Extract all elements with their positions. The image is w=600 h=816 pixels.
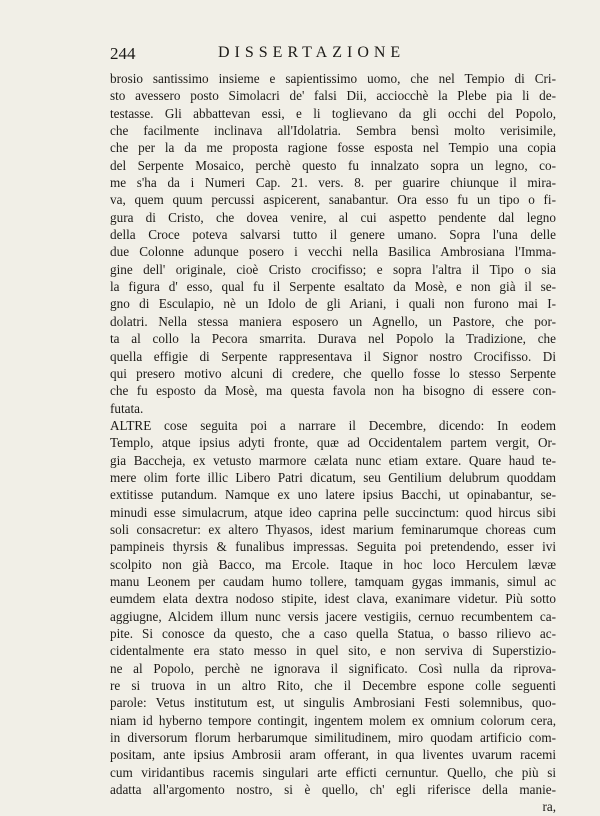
text-line: brosio santissimo insieme e sapientissimo uomo, che nel Tempio di Cri- (110, 71, 556, 86)
text-line: eumdem elata dextra nodoso stipite, idest clava, exanimare videtur. Più sotto (110, 591, 556, 607)
text-line: della Croce poteva salvarsi tutto il genere umano. Sopra l'una delle (110, 227, 556, 243)
page-number: 244 (110, 44, 136, 63)
running-title: DISSERTAZIONE (218, 44, 406, 61)
text-line: che facilmente inclinava all'Idolatria. Sembra bensì molto verisimile, (110, 123, 556, 139)
text-line: gia Baccheja, ex vetusto marmore cælata nunc etiam extare. Quare haud te- (110, 452, 556, 468)
text-line: scolpito non già Bacco, ma Ercole. Itaque in hoc loco Herculem lævæ (110, 556, 556, 572)
page-header (110, 44, 560, 68)
text-line: cum viridantibus racemis singulari arte efficti cernuntur. Quello, che più si (110, 764, 556, 780)
text-line: niam id hyberno tempore contingit, ingentem molem ex omnium colorum cera, (110, 712, 556, 728)
text-line: gura di Cristo, che dovea venire, al cui aspetto pendente dal legno (110, 209, 556, 225)
text-line: ALTRE cose seguita poi a narrare il Decembre, dicendo: In eodem (110, 417, 556, 433)
text-line: parole: Vetus institutum est, ut singulis Ambrosiani Festi solemnibus, quo- (110, 695, 556, 711)
text-line: testasse. Gli abbattevan essi, e li toglievano da gli occhi del Popolo, (110, 105, 556, 121)
text-line: gno di Esculapio, nè un Idolo de gli Ariani, i quali non furono mai I- (110, 296, 556, 312)
text-line: in diversorum florum herbarumque similitudinem, miro quodam artificio com- (110, 730, 556, 746)
text-line: che per la da me proposta ragione fosse esposta nel Tempio una copia (110, 140, 556, 156)
text-line: mere olim forte illic Libero Patri dicatum, seu Gentilium delubrum quoddam (110, 469, 556, 485)
text-line: qui presero motivo alcuni di credere, che quello fosse lo stesso Serpente (110, 365, 556, 381)
text-line: sto avessero posto Simolacri de' falsi Dii, acciocchè la Plebe pia li de- (110, 88, 556, 104)
text-line: del Serpente Mosaico, perchè questo fu innalzato sopra un legno, co- (110, 157, 556, 173)
text-line: adatta all'argomento nostro, si è quello, ch' egli riferisce della manie- (110, 782, 556, 798)
text-line: aggiugne, Alcidem illum nunc versis jacere vestigiis, cernuo recumbentem ca- (110, 608, 556, 624)
text-line: positam, ante ipsius Ambrosii aram offerant, in qua liventes uvarum racemi (110, 747, 556, 763)
text-line: ta al collo la Pecora smarrita. Durava nel Popolo la Tradizione, che (110, 331, 556, 347)
text-line: extitisse putandum. Namque ex uno latere ipsius Bacchi, ut opinabantur, se- (110, 487, 556, 503)
text-line: che fu esposto da Mosè, ma questa favola non ha bisogno di essere con- (110, 383, 556, 399)
text-line: la figura d' esso, qual fu il Serpente esaltato da Mosè, e non già il se- (110, 279, 556, 295)
text-line: due Colonne adunque posero i vecchi nella Basilica Ambrosiana l'Imma- (110, 244, 556, 260)
text-line: minudi esse simulacrum, atque ideo caprina pelle succinctum: quod hircus sibi (110, 504, 556, 520)
text-line: gine dell' originale, cioè Cristo crocifisso; e sopra l'altra il Tipo o sia (110, 261, 556, 277)
text-line: pite. Si conosce da questo, che a caso quella Statua, o basso rilievo ac- (110, 626, 556, 641)
text-line: ne al Popolo, perchè ne ignorava il significato. Così nulla da riprova- (110, 660, 556, 676)
text-line: me s'ha da i Numeri Cap. 21. vers. 8. per guarire chiunque il mira- (110, 175, 556, 191)
text-line: manu Leonem per caudam humo tollere, tamquam gygas immanis, simul ac (110, 573, 556, 589)
catchword: ra, (542, 799, 556, 815)
text-line: dolatri. Nella stessa maniera esposero un Agnello, un Pastore, che por- (110, 313, 556, 329)
text-line: quella effigie di Serpente rappresentava il Signor nostro Crocifisso. Di (110, 348, 556, 364)
text-line: futata. (110, 400, 144, 416)
text-line: Templo, atque ipsius adyti fronte, quæ ad Occidentalem partem vergit, Or- (110, 435, 556, 451)
text-line: cidentalmente era stato messo in quel sito, e non serviva di Superstizio- (110, 643, 556, 659)
body-text (110, 70, 556, 816)
text-line: re si truova in un altro Rito, che il Decembre espone colle seguenti (110, 678, 556, 694)
text-line: va, quem quum percussi aspicerent, sanabantur. Ora esso fu un tipo o fi- (110, 192, 556, 208)
text-line: soli consacretur: ex altero Thyasos, idest marium feminarumque choreas cum (110, 521, 556, 537)
text-line: pampineis thyrsis & funalibus impressas. Seguita poi pretendendo, esser ivi (110, 539, 556, 555)
